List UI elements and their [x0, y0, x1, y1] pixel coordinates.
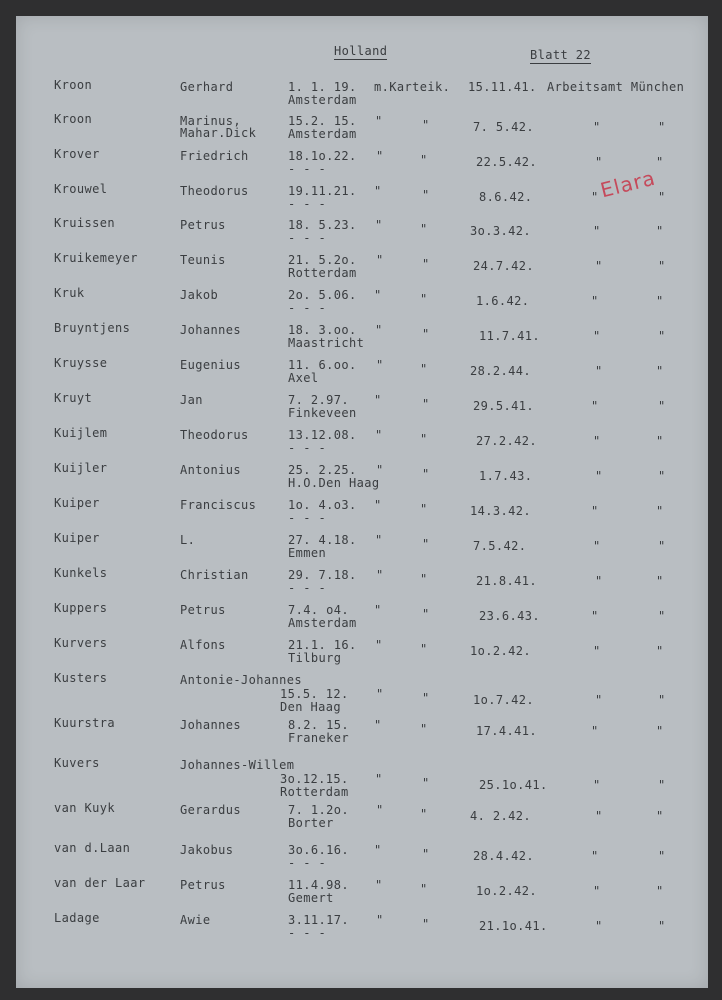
row-office-ditto: " [656, 809, 664, 823]
row-birthplace: - - - [288, 231, 327, 245]
row-surname: Krouwel [54, 182, 108, 196]
row-source-ditto: " [375, 533, 383, 547]
row-surname: Bruyntjens [54, 321, 131, 335]
row-birthplace: - - - [288, 301, 327, 315]
row-birthdate: 18.1o.22. [288, 149, 357, 163]
row-source-ditto: " [420, 153, 428, 167]
row-surname: Kusters [54, 671, 108, 685]
row-birthplace: Finkeveen [288, 406, 357, 420]
row-given: Gerhard [180, 80, 234, 94]
header-country: Holland [334, 44, 388, 58]
row-source-ditto: " [420, 882, 428, 896]
row-birthplace: Rotterdam [288, 266, 357, 280]
row-source-ditto: " [422, 917, 430, 931]
row-birthplace: - - - [288, 926, 327, 940]
row-office-ditto: " [658, 539, 666, 553]
row-birthplace: - - - [288, 581, 327, 595]
row-office-ditto: " [656, 224, 664, 238]
row-source-ditto: " [375, 772, 383, 786]
row-date: 1.7.43. [479, 469, 533, 483]
red-stamp-mark: Elara [597, 165, 659, 203]
row-birthdate: 25. 2.25. [288, 463, 357, 477]
row-office-ditto: " [593, 329, 601, 343]
row-date: 7.5.42. [473, 539, 527, 553]
row-birthplace: - - - [288, 511, 327, 525]
row-date: 21.8.41. [476, 574, 537, 588]
row-date: 25.1o.41. [479, 778, 548, 792]
row-given: Antonie-Johannes [180, 673, 302, 687]
row-office-ditto: " [656, 884, 664, 898]
row-office-ditto: " [591, 399, 599, 413]
row-source-ditto: " [422, 467, 430, 481]
row-office-ditto: " [593, 224, 601, 238]
header-sheet: Blatt 22 [530, 48, 591, 62]
row-given: Johannes [180, 323, 241, 337]
row-office-ditto: " [658, 259, 666, 273]
row-birthdate: 27. 4.18. [288, 533, 357, 547]
row-source-ditto: " [422, 118, 430, 132]
row-date: 27.2.42. [476, 434, 537, 448]
row-date: 1o.7.42. [473, 693, 534, 707]
row-source-ditto: " [420, 502, 428, 516]
row-birthdate: 3.11.17. [288, 913, 349, 927]
row-office-ditto: " [595, 809, 603, 823]
row-date: 4. 2.42. [470, 809, 531, 823]
row-office-ditto: " [593, 434, 601, 448]
row-office-ditto: " [591, 609, 599, 623]
row-surname: Kruysse [54, 356, 108, 370]
row-office-ditto: " [656, 155, 664, 169]
row-birthdate: 7.4. o4. [288, 603, 349, 617]
row-birthdate: 21. 5.2o. [288, 253, 357, 267]
row-date: 14.3.42. [470, 504, 531, 518]
row-given-cont: Mahar.Dick [180, 126, 257, 140]
row-birthplace: Franeker [288, 731, 349, 745]
row-date: 28.2.44. [470, 364, 531, 378]
row-source-ditto: " [422, 691, 430, 705]
row-birthdate: 19.11.21. [288, 184, 357, 198]
row-office-ditto: " [656, 644, 664, 658]
row-birthplace: - - - [288, 197, 327, 211]
row-office-ditto: " [658, 190, 666, 204]
row-given: Johannes [180, 718, 241, 732]
row-given: Petrus [180, 603, 226, 617]
row-source-ditto: " [375, 323, 383, 337]
row-birthplace: Amsterdam [288, 127, 357, 141]
row-source-ditto: " [422, 776, 430, 790]
row-given: Christian [180, 568, 249, 582]
row-given: Theodorus [180, 184, 249, 198]
row-surname: Kuijler [54, 461, 108, 475]
row-given: Franciscus [180, 498, 257, 512]
row-surname: Kruissen [54, 216, 115, 230]
row-given: Petrus [180, 218, 226, 232]
row-source-ditto: " [422, 537, 430, 551]
row-office-ditto: " [593, 644, 601, 658]
row-surname: Kruyt [54, 391, 93, 405]
row-surname: Kuppers [54, 601, 108, 615]
row-given: Johannes-Willem [180, 758, 295, 772]
row-given: Petrus [180, 878, 226, 892]
row-birthdate: 29. 7.18. [288, 568, 357, 582]
row-source-ditto: " [376, 687, 384, 701]
row-surname: van Kuyk [54, 801, 115, 815]
row-birthplace: Den Haag [280, 700, 341, 714]
row-surname: Kuijlem [54, 426, 108, 440]
row-source-ditto: " [420, 432, 428, 446]
row-source-ditto: " [420, 722, 428, 736]
row-birthdate: 15.5. 12. [280, 687, 349, 701]
row-surname: Kroon [54, 78, 93, 92]
row-given: Jakob [180, 288, 219, 302]
row-surname: Kroon [54, 112, 93, 126]
row-date: 1.6.42. [476, 294, 530, 308]
row-surname: Kuiper [54, 496, 100, 510]
row-date: 28.4.42. [473, 849, 534, 863]
row-office-ditto: " [658, 399, 666, 413]
row-office-ditto: " [595, 364, 603, 378]
row-office-ditto: " [656, 294, 664, 308]
row-surname: Kruikemeyer [54, 251, 138, 265]
row-office-ditto: " [591, 504, 599, 518]
row-source-ditto: " [376, 253, 384, 267]
row-birthplace: Emmen [288, 546, 327, 560]
row-office-ditto: " [595, 693, 603, 707]
row-office-ditto: " [658, 469, 666, 483]
row-date: 3o.3.42. [470, 224, 531, 238]
row-office-ditto: " [591, 724, 599, 738]
row-office-ditto: " [593, 884, 601, 898]
row-date: 21.1o.41. [479, 919, 548, 933]
row-source-ditto: " [422, 847, 430, 861]
row-office-ditto: " [658, 609, 666, 623]
row-source-ditto: " [376, 149, 384, 163]
row-surname: Kuurstra [54, 716, 115, 730]
row-surname: Kuvers [54, 756, 100, 770]
row-birthplace: - - - [288, 441, 327, 455]
row-office-ditto: " [591, 849, 599, 863]
row-office-ditto: " [595, 919, 603, 933]
row-office-ditto: " [591, 294, 599, 308]
row-surname: van d.Laan [54, 841, 131, 855]
row-given: Theodorus [180, 428, 249, 442]
row-birthplace: Rotterdam [280, 785, 349, 799]
row-surname: Kurvers [54, 636, 108, 650]
row-office-ditto: " [656, 504, 664, 518]
row-source-ditto: " [422, 257, 430, 271]
row-source-ditto: " [374, 718, 382, 732]
row-source-ditto: " [374, 498, 382, 512]
row-source-ditto: " [422, 188, 430, 202]
row-birthplace: Amsterdam [288, 93, 357, 107]
row-given: Jan [180, 393, 203, 407]
row-source-ditto: " [422, 397, 430, 411]
row-given: Friedrich [180, 149, 249, 163]
row-birthplace: - - - [288, 162, 327, 176]
row-source-ditto: " [376, 568, 384, 582]
row-birthplace: Amsterdam [288, 616, 357, 630]
row-given: Eugenius [180, 358, 241, 372]
row-date: 29.5.41. [473, 399, 534, 413]
row-given: Jakobus [180, 843, 234, 857]
row-office-ditto: " [593, 539, 601, 553]
row-source-ditto: " [374, 393, 382, 407]
row-source-ditto: " [376, 803, 384, 817]
row-given: Alfons [180, 638, 226, 652]
row-source-ditto: " [376, 358, 384, 372]
row-birthdate: 15.2. 15. [288, 114, 357, 128]
row-source-ditto: " [375, 114, 383, 128]
document-page [16, 16, 708, 988]
row-birthdate: 2o. 5.06. [288, 288, 357, 302]
row-office-ditto: " [595, 259, 603, 273]
row-date: 11.7.41. [479, 329, 540, 343]
row-office-ditto: " [658, 919, 666, 933]
row-birthdate: 7. 1.2o. [288, 803, 349, 817]
row-birthplace: - - - [288, 856, 327, 870]
row-source-ditto: " [375, 218, 383, 232]
row-birthdate: 3o.12.15. [280, 772, 349, 786]
row-given: Marinus, [180, 114, 241, 128]
row-source-ditto: " [422, 327, 430, 341]
row-office-ditto: " [595, 574, 603, 588]
row-date: 15.11.41. [468, 80, 537, 94]
row-office-ditto: " [656, 364, 664, 378]
row-date: 22.5.42. [476, 155, 537, 169]
row-birthdate: 1. 1. 19. [288, 80, 357, 94]
row-given: L. [180, 533, 196, 547]
row-birthplace: Borter [288, 816, 334, 830]
row-office: Arbeitsamt München [547, 80, 685, 94]
row-date: 8.6.42. [479, 190, 533, 204]
row-source-ditto: " [374, 603, 382, 617]
row-birthplace: Maastricht [288, 336, 365, 350]
row-birthdate: 11.4.98. [288, 878, 349, 892]
row-source: m.Karteik. [374, 80, 451, 94]
row-birthplace: Gemert [288, 891, 334, 905]
row-office-ditto: " [658, 849, 666, 863]
row-office-ditto: " [658, 120, 666, 134]
row-office-ditto: " [595, 469, 603, 483]
row-birthdate: 3o.6.16. [288, 843, 349, 857]
row-source-ditto: " [374, 843, 382, 857]
row-source-ditto: " [375, 638, 383, 652]
row-office-ditto: " [658, 778, 666, 792]
row-birthdate: 8.2. 15. [288, 718, 349, 732]
row-birthdate: 18. 5.23. [288, 218, 357, 232]
row-source-ditto: " [420, 572, 428, 586]
row-birthplace: Tilburg [288, 651, 342, 665]
row-source-ditto: " [375, 428, 383, 442]
row-surname: van der Laar [54, 876, 146, 890]
row-source-ditto: " [374, 288, 382, 302]
row-given: Gerardus [180, 803, 241, 817]
row-birthdate: 1o. 4.o3. [288, 498, 357, 512]
row-office-ditto: " [593, 778, 601, 792]
row-office-ditto: " [656, 574, 664, 588]
row-birthplace: Axel [288, 371, 319, 385]
row-source-ditto: " [420, 642, 428, 656]
row-office-ditto: " [593, 120, 601, 134]
row-office-ditto: " [591, 190, 599, 204]
row-source-ditto: " [376, 913, 384, 927]
row-source-ditto: " [374, 184, 382, 198]
row-source-ditto: " [420, 807, 428, 821]
row-source-ditto: " [376, 463, 384, 477]
row-surname: Kunkels [54, 566, 108, 580]
row-birthdate: 18. 3.oo. [288, 323, 357, 337]
row-source-ditto: " [420, 292, 428, 306]
row-date: 7. 5.42. [473, 120, 534, 134]
row-date: 1o.2.42. [476, 884, 537, 898]
row-surname: Kuiper [54, 531, 100, 545]
row-source-ditto: " [375, 878, 383, 892]
row-source-ditto: " [422, 607, 430, 621]
row-office-ditto: " [658, 329, 666, 343]
row-surname: Kruk [54, 286, 85, 300]
row-office-ditto: " [658, 693, 666, 707]
row-birthdate: 21.1. 16. [288, 638, 357, 652]
row-date: 1o.2.42. [470, 644, 531, 658]
row-surname: Krover [54, 147, 100, 161]
row-office-ditto: " [656, 434, 664, 448]
row-given: Awie [180, 913, 211, 927]
row-birthplace: H.O.Den Haag [288, 476, 380, 490]
row-date: 17.4.41. [476, 724, 537, 738]
row-office-ditto: " [595, 155, 603, 169]
row-date: 23.6.43. [479, 609, 540, 623]
row-surname: Ladage [54, 911, 100, 925]
row-birthdate: 11. 6.oo. [288, 358, 357, 372]
row-office-ditto: " [656, 724, 664, 738]
row-birthdate: 13.12.08. [288, 428, 357, 442]
row-given: Antonius [180, 463, 241, 477]
row-birthdate: 7. 2.97. [288, 393, 349, 407]
row-date: 24.7.42. [473, 259, 534, 273]
row-given: Teunis [180, 253, 226, 267]
row-source-ditto: " [420, 362, 428, 376]
row-source-ditto: " [420, 222, 428, 236]
